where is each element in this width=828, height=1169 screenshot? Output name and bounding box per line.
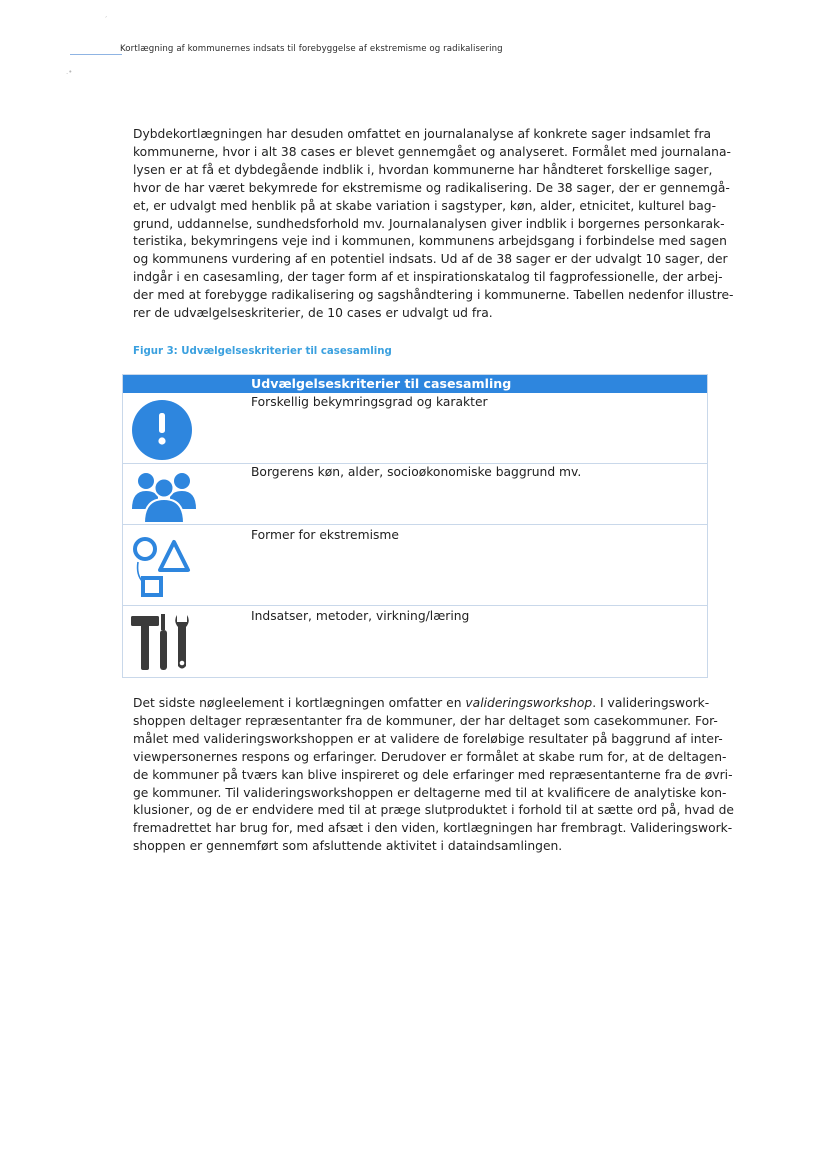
emphasis-term: valideringsworkshop (465, 696, 593, 710)
criterion-text: Forskellig bekymringsgrad og karakter (251, 395, 488, 409)
figure-caption: Figur 3: Udvælgelseskriterier til casesamling (133, 346, 392, 357)
paragraph-line (133, 695, 731, 713)
header-rule (70, 54, 122, 55)
paragraph-line: indgår i en casesamling, der tager form af et inspirationskatalog til fagprofessionelle, der arbej- (133, 270, 723, 285)
scan-artifact: .• (66, 68, 73, 76)
criterion-text: Borgerens køn, alder, socioøkonomiske baggrund mv. (251, 465, 582, 479)
paragraph-line: fremadrettet har brug for, med afsæt i den viden, kortlægningen har frembragt. Valideringswork- (133, 821, 733, 836)
paragraph-text: . I valideringswork- (592, 696, 710, 710)
paragraph-text: Det sidste nøgleelement i kortlægningen omfatter en (133, 696, 466, 710)
paragraph-line: der med at forebygge radikalisering og sagshåndtering i kommunerne. Tabellen nedenfor illustre- (133, 288, 734, 303)
criterion-text: Indsatser, metoder, virkning/læring (251, 609, 470, 623)
paragraph-line: rer de udvælgelseskriterier, de 10 cases er udvalgt ud fra. (133, 306, 493, 321)
intro-paragraph (133, 126, 734, 323)
paragraph-line: hvor de har været bekymrede for ekstremisme og radikalisering. De 38 sager, der er gennemgå- (133, 180, 730, 195)
paragraph-line: de kommuner på tværs kan blive inspireret og dele erfaringer med repræsentanterne fra de øvri- (133, 767, 733, 782)
paragraph-line: et, er udvalgt med henblik på at skabe variation i sagstyper, køn, alder, etnicitet, kulturel bag- (133, 198, 717, 213)
tools-icon (129, 610, 201, 676)
paragraph-line: shoppen er gennemført som afsluttende aktivitet i dataindsamlingen. (133, 839, 563, 854)
paragraph-line: kommunerne, hvor i alt 38 cases er blevet gennemgået og analyseret. Formålet med journalana- (133, 144, 731, 159)
exclamation-circle-icon (131, 397, 195, 465)
table-header-title: Udvælgelseskriterier til casesamling (251, 376, 512, 391)
paragraph-line: shoppen deltager repræsentanter fra de kommuner, der har deltaget som casekommuner. For- (133, 713, 718, 728)
people-group-icon (131, 469, 197, 527)
running-header: Kortlægning af kommunernes indsats til forebyggelse af ekstremisme og radikalisering (120, 44, 503, 54)
closing-paragraph (133, 695, 734, 856)
paragraph-line: grund, uddannelse, sundhedsforhold mv. Journalanalysen giver indblik i borgernes personkarak- (133, 216, 725, 231)
paragraph-line: og kommunens vurdering af en potentiel indsats. Ud af de 38 sager er der udvalgt 10 sager, der (133, 252, 728, 267)
shapes-icon (130, 530, 200, 604)
paragraph-line: lysen er at få et dybdegående indblik i, hvordan kommunerne har håndteret forskellige sager, (133, 162, 713, 177)
table-row (123, 393, 707, 464)
paragraph-line: viewpersonernes respons og erfaringer. Derudover er formålet at skabe rum for, at de deltagen- (133, 749, 727, 764)
criteria-table (122, 374, 708, 678)
table-row (123, 464, 707, 525)
table-header (123, 375, 707, 393)
paragraph-line: teristika, bekymringens veje ind i kommunen, kommunens arbejdsgang i forbindelse med sagen (133, 234, 727, 249)
paragraph-line: ge kommuner. Til valideringsworkshoppen er deltagerne med til at kvalificere de analytiske kon- (133, 785, 727, 800)
criterion-text: Former for ekstremisme (251, 528, 399, 542)
paragraph-line: klusioner, og de er endvidere med til at præge slutproduktet i forhold til at sætte ord på, hvad de (133, 803, 734, 818)
scan-artifact: ´ (104, 16, 108, 24)
paragraph-line: målet med valideringsworkshoppen er at validere de foreløbige resultater på baggrund af inter- (133, 731, 723, 746)
table-row (123, 606, 707, 678)
table-row (123, 525, 707, 606)
paragraph-line: Dybdekortlægningen har desuden omfattet en journalanalyse af konkrete sager indsamlet fra (133, 127, 712, 141)
